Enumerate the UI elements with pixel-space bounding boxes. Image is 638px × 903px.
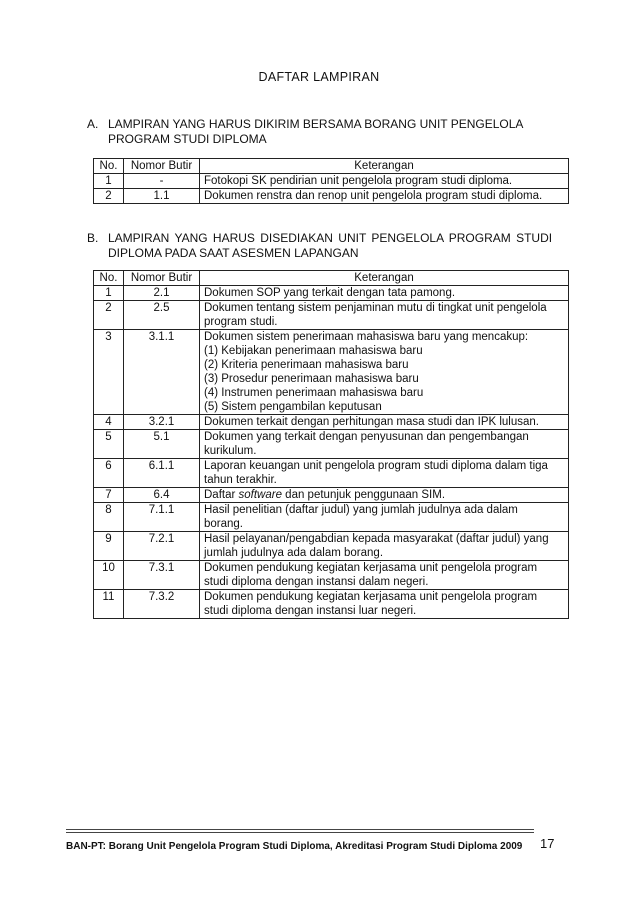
row-butir: 2.5: [124, 301, 200, 330]
table-row: [94, 532, 569, 561]
list-item: (4) Instrumen penerimaan mahasiswa baru: [204, 387, 424, 399]
row-keterangan: [200, 488, 569, 503]
keterangan-text: Daftar: [204, 489, 239, 501]
section-b-title-line1: LAMPIRAN YANG HARUS DISEDIAKAN UNIT PENGELOLA PROGRAM STUDI: [108, 231, 553, 245]
table-row: [94, 488, 569, 503]
row-butir: 3.1.1: [124, 330, 200, 415]
keterangan-line: Dokumen pendukung kegiatan kerjasama unit pengelola program: [204, 562, 538, 574]
table-row: [94, 174, 569, 189]
row-no: 11: [94, 590, 124, 619]
keterangan-line: Dokumen sistem penerimaan mahasiswa baru yang mencakup:: [204, 331, 529, 343]
col-header-nomor-butir: Nomor Butir: [124, 271, 200, 286]
row-keterangan: [200, 590, 569, 619]
row-butir: 2.1: [124, 286, 200, 301]
row-no: 8: [94, 503, 124, 532]
page-number: 17: [540, 836, 555, 851]
row-no: 2: [94, 189, 124, 204]
row-butir: 7.3.2: [124, 590, 200, 619]
footer-rule: [66, 829, 534, 830]
list-item: (5) Sistem pengambilan keputusan: [204, 401, 382, 413]
row-no: 5: [94, 430, 124, 459]
row-no: 9: [94, 532, 124, 561]
table-row: [94, 430, 569, 459]
keterangan-line: Dokumen pendukung kegiatan kerjasama unit pengelola program: [204, 591, 538, 603]
footer-text: BAN-PT: Borang Unit Pengelola Program Studi Diploma, Akreditasi Program Studi Diploma 2009: [66, 841, 523, 852]
section-a-table: [93, 158, 569, 204]
section-a-letter: A.: [87, 117, 99, 131]
row-keterangan: Dokumen terkait dengan perhitungan masa studi dan IPK lulusan.: [200, 415, 569, 430]
row-no: 4: [94, 415, 124, 430]
row-keterangan: [200, 503, 569, 532]
row-keterangan: [200, 561, 569, 590]
col-header-keterangan: Keterangan: [200, 271, 569, 286]
table-row: [94, 189, 569, 204]
section-b-table: [93, 270, 569, 619]
keterangan-line: kurikulum.: [204, 445, 257, 457]
row-keterangan: [200, 430, 569, 459]
row-no: 1: [94, 286, 124, 301]
keterangan-line: Hasil pelayanan/pengabdian kepada masyarakat (daftar judul) yang: [204, 533, 549, 545]
row-butir: 7.1.1: [124, 503, 200, 532]
row-butir: 1.1: [124, 189, 200, 204]
row-butir: 7.2.1: [124, 532, 200, 561]
row-no: 1: [94, 174, 124, 189]
section-b-letter: B.: [87, 231, 99, 245]
col-header-nomor-butir: Nomor Butir: [124, 159, 200, 174]
keterangan-line: jumlah judulnya ada dalam borang.: [204, 547, 384, 559]
table-row: [94, 590, 569, 619]
keterangan-italic: software: [238, 489, 282, 501]
list-item: (3) Prosedur penerimaan mahasiswa baru: [204, 373, 419, 385]
table-header-row: [94, 159, 569, 174]
row-keterangan: Dokumen renstra dan renop unit pengelola program studi diploma.: [200, 189, 569, 204]
keterangan-line: program studi.: [204, 316, 278, 328]
row-no: 10: [94, 561, 124, 590]
keterangan-line: studi diploma dengan instansi dalam negeri.: [204, 576, 429, 588]
row-no: 3: [94, 330, 124, 415]
col-header-no: No.: [94, 271, 124, 286]
footer-rule: [66, 832, 534, 833]
table-row: [94, 415, 569, 430]
row-keterangan: Dokumen SOP yang terkait dengan tata pamong.: [200, 286, 569, 301]
row-no: 7: [94, 488, 124, 503]
list-item: (1) Kebijakan penerimaan mahasiswa baru: [204, 345, 423, 357]
col-header-no: No.: [94, 159, 124, 174]
table-row: [94, 330, 569, 415]
row-no: 2: [94, 301, 124, 330]
section-a-title-line2: PROGRAM STUDI DIPLOMA: [108, 132, 267, 146]
keterangan-line: Dokumen yang terkait dengan penyusunan dan pengembangan: [204, 431, 529, 443]
keterangan-line: borang.: [204, 518, 244, 530]
row-keterangan: [200, 301, 569, 330]
page-title: DAFTAR LAMPIRAN: [258, 70, 380, 84]
table-row: [94, 561, 569, 590]
section-b-heading: [87, 231, 567, 263]
list-item: (2) Kriteria penerimaan mahasiswa baru: [204, 359, 409, 371]
row-butir: -: [124, 174, 200, 189]
table-row: [94, 286, 569, 301]
keterangan-line: Dokumen tentang sistem penjaminan mutu di tingkat unit pengelola: [204, 302, 547, 314]
row-butir: 7.3.1: [124, 561, 200, 590]
keterangan-line: studi diploma dengan instansi luar negeri.: [204, 605, 417, 617]
row-no: 6: [94, 459, 124, 488]
table-row: [94, 503, 569, 532]
row-butir: 6.4: [124, 488, 200, 503]
section-a-heading: [87, 117, 567, 149]
table-row: [94, 459, 569, 488]
row-butir: 6.1.1: [124, 459, 200, 488]
keterangan-text: dan petunjuk penggunaan SIM.: [281, 489, 446, 501]
row-keterangan: [200, 532, 569, 561]
table-row: [94, 301, 569, 330]
row-butir: 3.2.1: [124, 415, 200, 430]
row-keterangan: [200, 459, 569, 488]
keterangan-line: Hasil penelitian (daftar judul) yang jumlah judulnya ada dalam: [204, 504, 518, 516]
row-keterangan: Fotokopi SK pendirian unit pengelola program studi diploma.: [200, 174, 569, 189]
section-a-title-line1: LAMPIRAN YANG HARUS DIKIRIM BERSAMA BORANG UNIT PENGELOLA: [108, 117, 524, 131]
row-keterangan: [200, 330, 569, 415]
keterangan-line: Laporan keuangan unit pengelola program studi diploma dalam tiga: [204, 460, 548, 472]
table-header-row: [94, 271, 569, 286]
keterangan-line: tahun terakhir.: [204, 474, 277, 486]
row-butir: 5.1: [124, 430, 200, 459]
col-header-keterangan: Keterangan: [200, 159, 569, 174]
section-b-title-line2: DIPLOMA PADA SAAT ASESMEN LAPANGAN: [108, 246, 359, 260]
